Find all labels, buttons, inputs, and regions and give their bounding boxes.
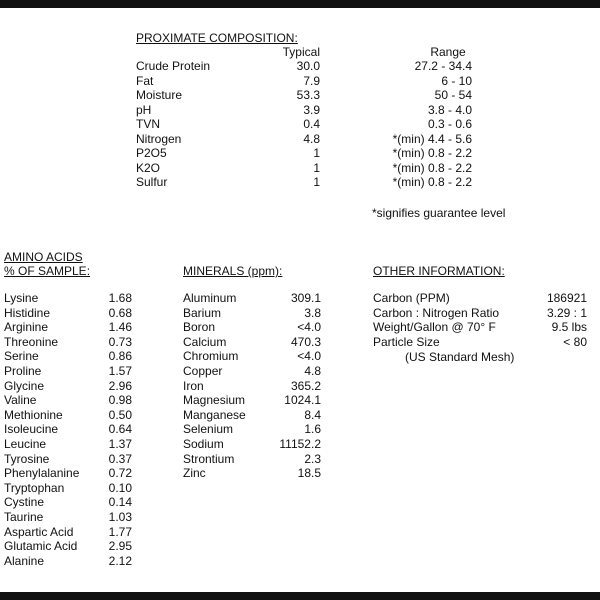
mineral-name: Zinc xyxy=(183,466,206,481)
proximate-row xyxy=(0,103,600,118)
amino-value: 0.86 xyxy=(108,349,132,364)
mineral-row xyxy=(0,364,600,379)
amino-row xyxy=(0,539,600,554)
proximate-name: K2O xyxy=(136,160,161,175)
proximate-range: *(min) 4.4 - 5.6 xyxy=(392,131,472,146)
amino-value: 0.68 xyxy=(108,305,132,320)
range-header: Range xyxy=(430,45,466,59)
mineral-name: Sodium xyxy=(183,437,224,451)
amino-value: 0.10 xyxy=(108,480,132,495)
mineral-name: Manganese xyxy=(183,407,246,422)
other-name: Weight/Gallon @ 70° F xyxy=(373,320,496,335)
mineral-row xyxy=(0,408,600,423)
other-title: OTHER INFORMATION: xyxy=(373,264,505,278)
mineral-value: 4.8 xyxy=(304,364,321,378)
amino-name: Histidine xyxy=(4,305,51,320)
proximate-typical: 3.9 xyxy=(303,102,320,117)
mineral-name: Magnesium xyxy=(183,393,246,408)
amino-name: Methionine xyxy=(4,407,63,422)
mineral-name: Boron xyxy=(183,320,216,335)
bottom-border xyxy=(0,592,600,600)
mineral-row xyxy=(0,466,600,481)
proximate-typical: 53.3 xyxy=(296,88,320,102)
proximate-row xyxy=(0,74,600,89)
typical-header: Typical xyxy=(282,45,320,59)
other-value: 3.29 : 1 xyxy=(546,305,587,320)
amino-value: 0.64 xyxy=(108,422,132,437)
mineral-value: 2.3 xyxy=(304,451,321,466)
mineral-value: 3.8 xyxy=(304,305,321,320)
amino-name: Threonine xyxy=(4,334,59,349)
proximate-range: 50 - 54 xyxy=(434,88,472,102)
amino-title-line1: AMINO ACIDS xyxy=(4,250,83,264)
other-name: Carbon : Nitrogen Ratio xyxy=(373,305,500,320)
amino-value: 0.73 xyxy=(108,334,132,349)
other-name: Carbon (PPM) xyxy=(373,291,450,305)
amino-value: 2.95 xyxy=(108,539,132,554)
mineral-value: 8.4 xyxy=(304,407,321,422)
amino-name: Phenylalanine xyxy=(4,466,80,481)
amino-name: Glycine xyxy=(4,378,45,393)
proximate-row xyxy=(0,88,600,103)
proximate-typical: 1 xyxy=(313,146,320,160)
amino-value: 0.72 xyxy=(108,466,132,481)
proximate-typical: 7.9 xyxy=(303,73,320,88)
amino-value: 1.57 xyxy=(108,364,132,378)
mesh-note: (US Standard Mesh) xyxy=(405,350,515,364)
mineral-row xyxy=(0,452,600,467)
proximate-range: *(min) 0.8 - 2.2 xyxy=(392,175,472,189)
proximate-row xyxy=(0,146,600,161)
proximate-name: Sulfur xyxy=(136,175,168,189)
top-border xyxy=(0,0,600,8)
proximate-range: *(min) 0.8 - 2.2 xyxy=(392,146,472,160)
amino-title-line2: % OF SAMPLE: xyxy=(4,264,91,278)
mineral-name: Calcium xyxy=(183,334,227,349)
mineral-value: 309.1 xyxy=(290,291,321,305)
mineral-value: 11152.2 xyxy=(279,437,321,451)
amino-name: Proline xyxy=(4,364,42,378)
mineral-name: Iron xyxy=(183,378,204,393)
amino-name: Alanine xyxy=(4,553,45,568)
amino-row xyxy=(0,495,600,510)
proximate-range: 0.3 - 0.6 xyxy=(427,117,472,131)
mineral-value: 470.3 xyxy=(290,334,321,349)
proximate-row xyxy=(0,161,600,176)
mineral-value: <4.0 xyxy=(297,349,321,364)
proximate-typical: 0.4 xyxy=(303,117,320,131)
proximate-name: TVN xyxy=(136,117,160,131)
other-name: Particle Size xyxy=(373,334,440,349)
mineral-row xyxy=(0,422,600,437)
proximate-name: Fat xyxy=(136,73,154,88)
proximate-range: 6 - 10 xyxy=(441,73,472,88)
other-value: 9.5 lbs xyxy=(551,320,587,335)
mineral-name: Selenium xyxy=(183,422,234,437)
amino-name: Lysine xyxy=(4,291,39,305)
mineral-value: 1024.1 xyxy=(284,393,321,408)
mineral-value: <4.0 xyxy=(297,320,321,335)
amino-row xyxy=(0,510,600,525)
proximate-typical: 1 xyxy=(313,160,320,175)
amino-value: 0.98 xyxy=(108,393,132,408)
amino-value: 2.12 xyxy=(108,553,132,568)
mineral-name: Copper xyxy=(183,364,223,378)
amino-value: 1.37 xyxy=(108,437,132,451)
other-info-row xyxy=(0,320,600,335)
other-info-row xyxy=(0,306,600,321)
proximate-typical: 30.0 xyxy=(296,59,320,73)
amino-value: 0.14 xyxy=(108,495,132,510)
amino-value: 0.50 xyxy=(108,407,132,422)
mineral-name: Aluminum xyxy=(183,291,237,305)
amino-name: Taurine xyxy=(4,510,44,524)
proximate-range: 3.8 - 4.0 xyxy=(427,102,472,117)
other-value: < 80 xyxy=(563,334,587,349)
other-info-row xyxy=(0,335,600,350)
mineral-name: Strontium xyxy=(183,451,235,466)
proximate-typical: 4.8 xyxy=(303,131,320,146)
proximate-typical: 1 xyxy=(313,175,320,189)
other-value: 186921 xyxy=(546,291,587,305)
amino-name: Arginine xyxy=(4,320,49,335)
proximate-name: Nitrogen xyxy=(136,131,182,146)
amino-name: Tyrosine xyxy=(4,451,50,466)
amino-name: Tryptophan xyxy=(4,480,65,495)
proximate-name: Crude Protein xyxy=(136,59,211,73)
proximate-row xyxy=(0,132,600,147)
guarantee-footnote: *signifies guarantee level xyxy=(372,206,506,220)
amino-name: Cystine xyxy=(4,495,45,510)
mineral-name: Chromium xyxy=(183,349,239,364)
amino-name: Isoleucine xyxy=(4,422,59,437)
proximate-name: Moisture xyxy=(136,88,183,102)
proximate-range: 27.2 - 34.4 xyxy=(414,59,472,73)
amino-value: 1.77 xyxy=(108,524,132,539)
amino-value: 0.37 xyxy=(108,451,132,466)
proximate-name: pH xyxy=(136,102,152,117)
amino-value: 1.46 xyxy=(108,320,132,335)
mineral-value: 1.6 xyxy=(304,422,321,437)
amino-row xyxy=(0,481,600,496)
amino-name: Glutamic Acid xyxy=(4,539,78,554)
mineral-row xyxy=(0,437,600,452)
mineral-name: Barium xyxy=(183,305,222,320)
proximate-range: *(min) 0.8 - 2.2 xyxy=(392,160,472,175)
proximate-row xyxy=(0,175,600,190)
proximate-row xyxy=(0,117,600,132)
amino-value: 2.96 xyxy=(108,378,132,393)
mineral-value: 365.2 xyxy=(290,378,321,393)
proximate-title: PROXIMATE COMPOSITION: xyxy=(136,31,298,45)
amino-name: Valine xyxy=(4,393,37,408)
mineral-value: 18.5 xyxy=(297,466,321,481)
amino-value: 1.68 xyxy=(108,291,132,305)
other-info-row xyxy=(0,291,600,306)
mineral-row xyxy=(0,379,600,394)
minerals-title: MINERALS (ppm): xyxy=(183,264,283,278)
mineral-row xyxy=(0,393,600,408)
amino-row xyxy=(0,525,600,540)
amino-row xyxy=(0,554,600,569)
proximate-name: P2O5 xyxy=(136,146,167,160)
amino-name: Aspartic Acid xyxy=(4,524,74,539)
amino-name: Leucine xyxy=(4,437,47,451)
amino-value: 1.03 xyxy=(108,510,132,524)
amino-name: Serine xyxy=(4,349,39,364)
proximate-row xyxy=(0,59,600,74)
